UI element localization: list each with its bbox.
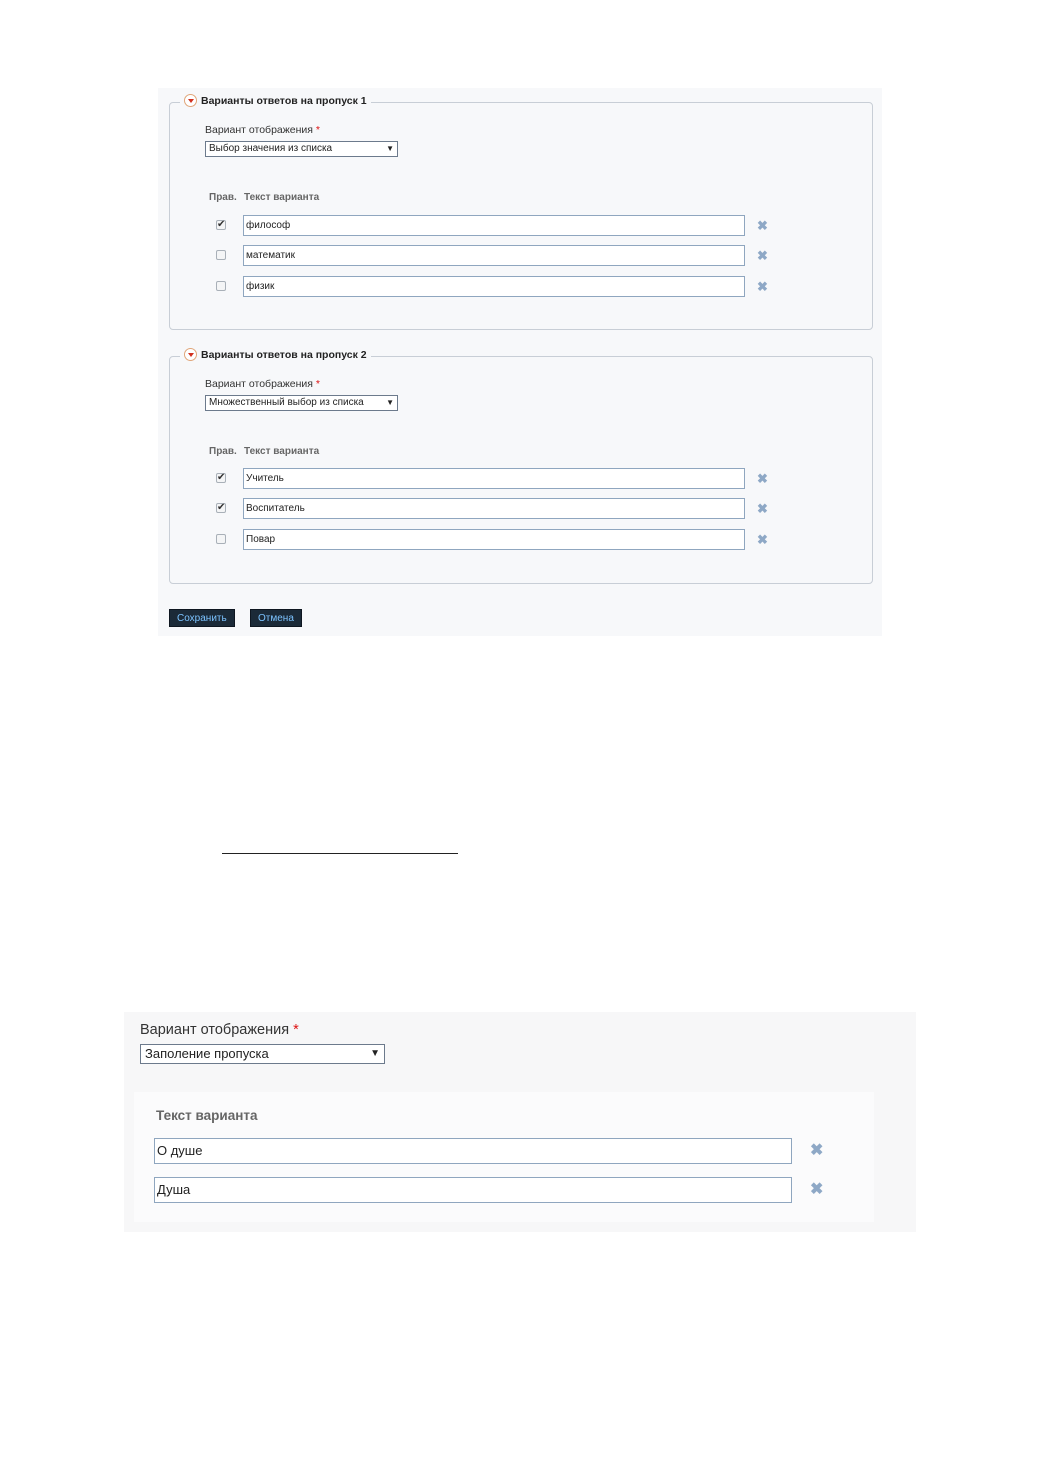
option-text-input[interactable]: О душе: [154, 1138, 792, 1164]
cancel-button[interactable]: Отмена: [250, 609, 302, 627]
delete-x-icon[interactable]: ✖: [757, 501, 768, 516]
display-mode-label-text: Вариант отображения: [205, 378, 313, 390]
delete-x-icon[interactable]: ✖: [757, 279, 768, 294]
option-text-input[interactable]: математик: [243, 245, 745, 266]
display-mode-label: [140, 1022, 299, 1038]
column-text-header: Текст варианта: [156, 1108, 258, 1123]
correct-checkbox[interactable]: [216, 473, 226, 483]
display-mode-select[interactable]: [140, 1044, 385, 1064]
delete-x-icon[interactable]: ✖: [810, 1142, 824, 1159]
correct-checkbox[interactable]: [216, 250, 226, 260]
dropdown-arrow-icon: ▼: [386, 144, 394, 153]
option-text-input[interactable]: философ: [243, 215, 745, 236]
gap-2-fieldset: [169, 348, 873, 584]
display-mode-value: Множественный выбор из списка: [209, 397, 364, 408]
checkmark-icon: ✔: [217, 502, 226, 513]
column-text-header: Текст варианта: [244, 192, 320, 203]
delete-x-icon[interactable]: ✖: [810, 1181, 824, 1198]
gap-2-legend[interactable]: [180, 348, 371, 361]
delete-x-icon[interactable]: ✖: [757, 218, 768, 233]
option-text-input[interactable]: Учитель: [243, 468, 745, 489]
save-button[interactable]: Сохранить: [169, 609, 235, 627]
correct-checkbox[interactable]: [216, 503, 226, 513]
display-mode-label: [205, 124, 320, 136]
option-text-input[interactable]: физик: [243, 276, 745, 297]
gap-1-legend[interactable]: [180, 94, 371, 107]
gap-1-fieldset: [169, 94, 873, 330]
correct-checkbox[interactable]: [216, 220, 226, 230]
fill-gap-panel: [124, 1012, 916, 1232]
column-text-header: Текст варианта: [244, 446, 320, 457]
collapse-toggle-icon[interactable]: [184, 348, 197, 361]
column-correct-header: Прав.: [209, 192, 237, 203]
display-mode-label-text: Вариант отображения: [140, 1022, 290, 1038]
delete-x-icon[interactable]: ✖: [757, 532, 768, 547]
answer-options-panel: [158, 88, 882, 636]
column-correct-header: Прав.: [209, 446, 237, 457]
gap-1-legend-text: Варианты ответов на пропуск 1: [201, 94, 367, 107]
collapse-toggle-icon[interactable]: [184, 94, 197, 107]
display-mode-select[interactable]: [205, 141, 398, 157]
display-mode-value: Выбор значения из списка: [209, 143, 333, 154]
dropdown-arrow-icon: ▼: [386, 398, 394, 407]
option-text-input[interactable]: Душа: [154, 1177, 792, 1203]
display-mode-select[interactable]: [205, 395, 398, 411]
display-mode-value: Заполение пропуска: [145, 1046, 269, 1061]
delete-x-icon[interactable]: ✖: [757, 471, 768, 486]
required-mark: *: [315, 378, 320, 390]
checkmark-icon: ✔: [217, 472, 226, 483]
correct-checkbox[interactable]: [216, 281, 226, 291]
display-mode-label-text: Вариант отображения: [205, 124, 313, 136]
option-text-input[interactable]: Повар: [243, 529, 745, 550]
checkmark-icon: ✔: [217, 219, 226, 230]
dropdown-arrow-icon: ▼: [370, 1048, 380, 1059]
delete-x-icon[interactable]: ✖: [757, 248, 768, 263]
required-mark: *: [293, 1022, 299, 1038]
required-mark: *: [315, 124, 320, 136]
option-text-input[interactable]: Воспитатель: [243, 498, 745, 519]
gap-2-legend-text: Варианты ответов на пропуск 2: [201, 348, 367, 361]
correct-checkbox[interactable]: [216, 534, 226, 544]
separator-line: [222, 853, 458, 854]
display-mode-label: [205, 378, 320, 390]
